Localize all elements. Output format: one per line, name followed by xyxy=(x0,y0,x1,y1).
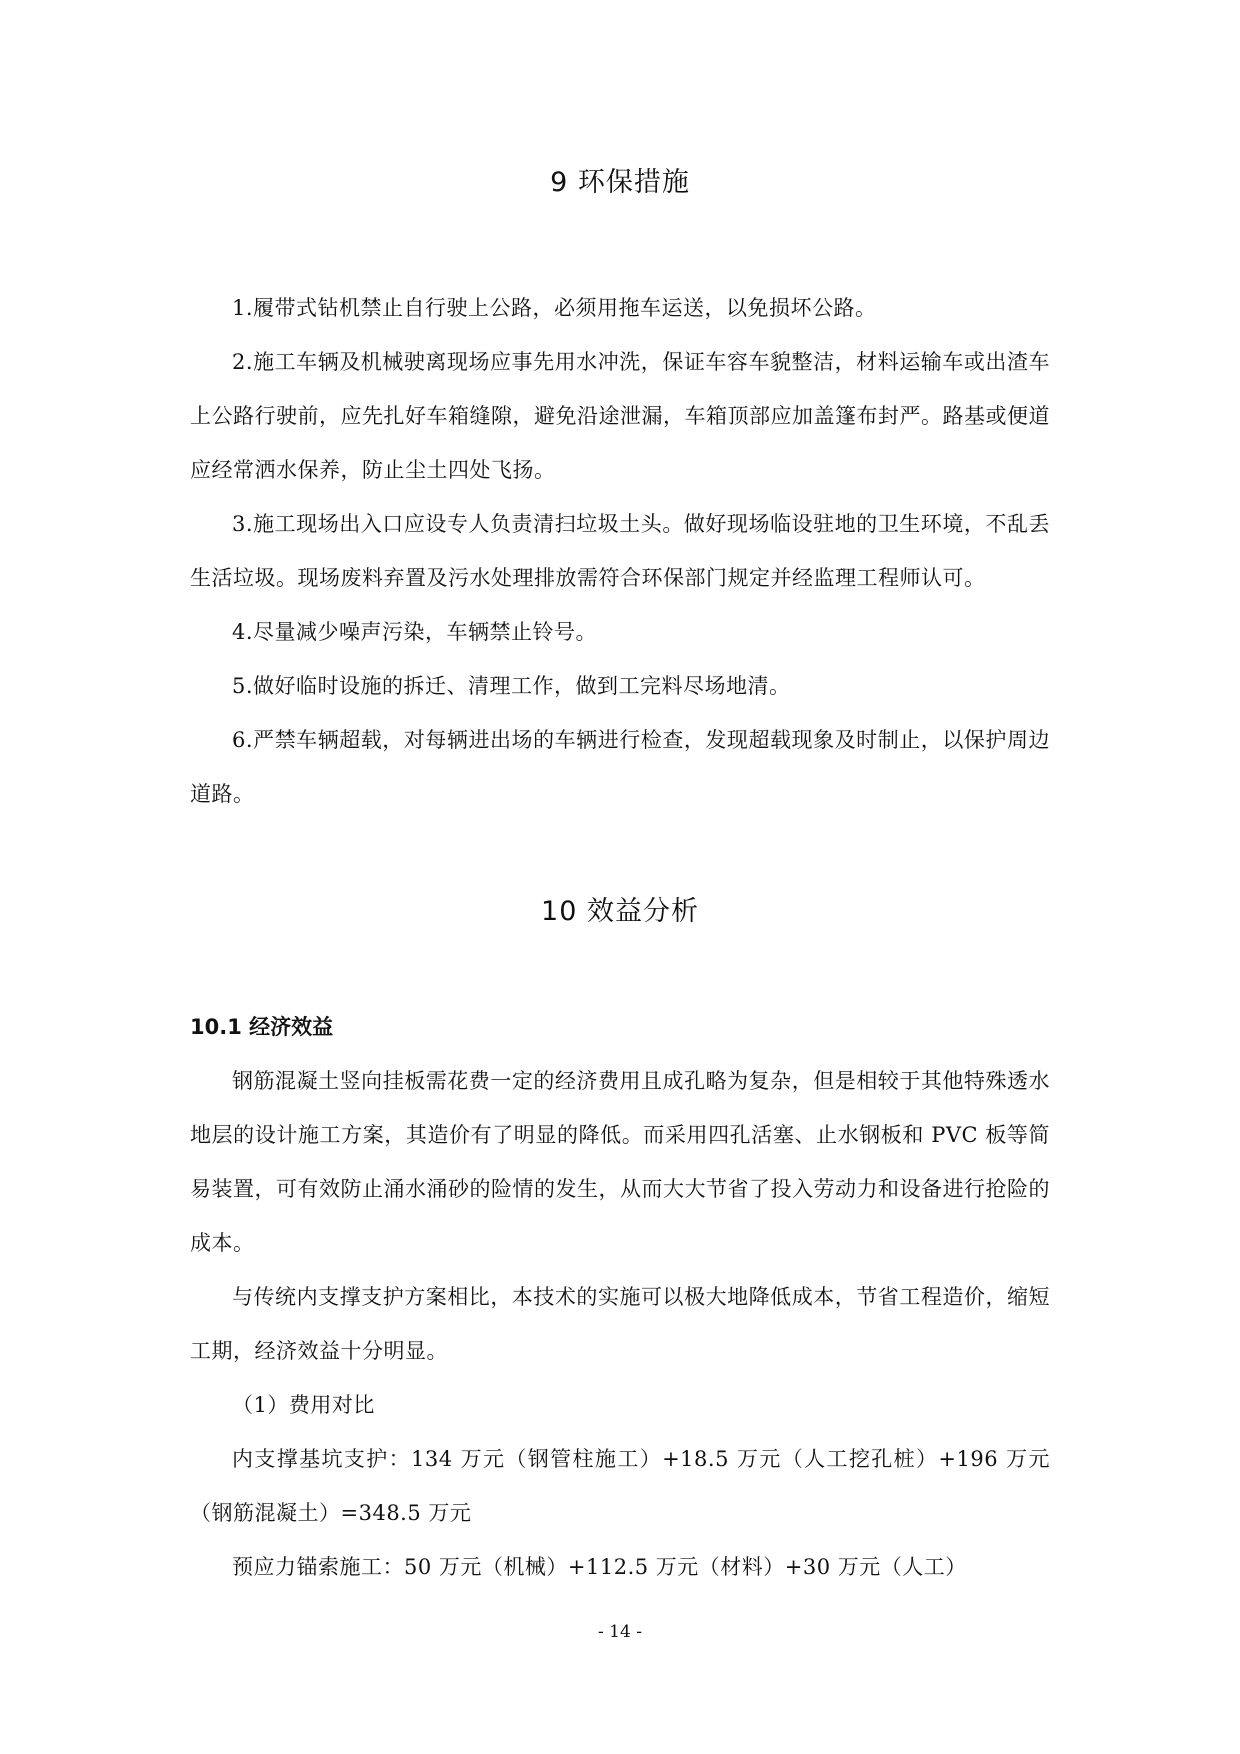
page-content xyxy=(190,160,1050,1594)
prestressed-anchor-cost: 预应力锚索施工：50 万元（机械）+112.5 万元（材料）+30 万元（人工） xyxy=(232,1555,967,1579)
subsection-10-1-heading: 10.1 经济效益 xyxy=(190,1015,334,1039)
section-9-paragraph-2: 2.施工车辆及机械驶离现场应事先用水冲洗，保证车容车貌整洁，材料运输车或出渣车上公路行驶前，应先扎好车箱缝隙，避免沿途泄漏，车箱顶部应加盖篷布封严。路基或便道应经常洒水保养，防止尘土四处飞扬。 xyxy=(190,350,1050,482)
subsection-10-1-paragraph-2: 与传统内支撑支护方案相比，本技术的实施可以极大地降低成本，节省工程造价，缩短工期，经济效益十分明显。 xyxy=(190,1285,1050,1363)
section-9-paragraph-5: 5.做好临时设施的拆迁、清理工作，做到工完料尽场地清。 xyxy=(232,674,791,698)
section-9-paragraph-4: 4.尽量减少噪声污染，车辆禁止铃号。 xyxy=(232,620,598,644)
section-9-paragraph-3: 3.施工现场出入口应设专人负责清扫垃圾土头。做好现场临设驻地的卫生环境，不乱丢生活垃圾。现场废料弃置及污水处理排放需符合环保部门规定并经监理工程师认可。 xyxy=(190,512,1050,590)
section-9-paragraph-6: 6.严禁车辆超载，对每辆进出场的车辆进行检查，发现超载现象及时制止，以保护周边道路。 xyxy=(190,728,1050,806)
cost-comparison-label: （1）费用对比 xyxy=(232,1393,375,1417)
page-number: - 14 - xyxy=(598,1622,642,1642)
section-9-paragraph-1: 1.履带式钻机禁止自行驶上公路，必须用拖车运送，以免损坏公路。 xyxy=(232,296,877,320)
internal-support-cost: 内支撑基坑支护：134 万元（钢管柱施工）+18.5 万元（人工挖孔桩）+196 万元（钢筋混凝土）=348.5 万元 xyxy=(190,1447,1050,1525)
section-10-title: 10 效益分析 xyxy=(541,896,699,927)
section-9-title: 9 环保措施 xyxy=(550,167,690,198)
subsection-10-1-paragraph-1: 钢筋混凝土竖向挂板需花费一定的经济费用且成孔略为复杂，但是相较于其他特殊透水地层的设计施工方案，其造价有了明显的降低。而采用四孔活塞、止水钢板和 PVC 板等简易装置，可有效防止涌水涌砂的险情的发生，从而大大节省了投入劳动力和设备进行抢险的成本。 xyxy=(190,1069,1050,1255)
